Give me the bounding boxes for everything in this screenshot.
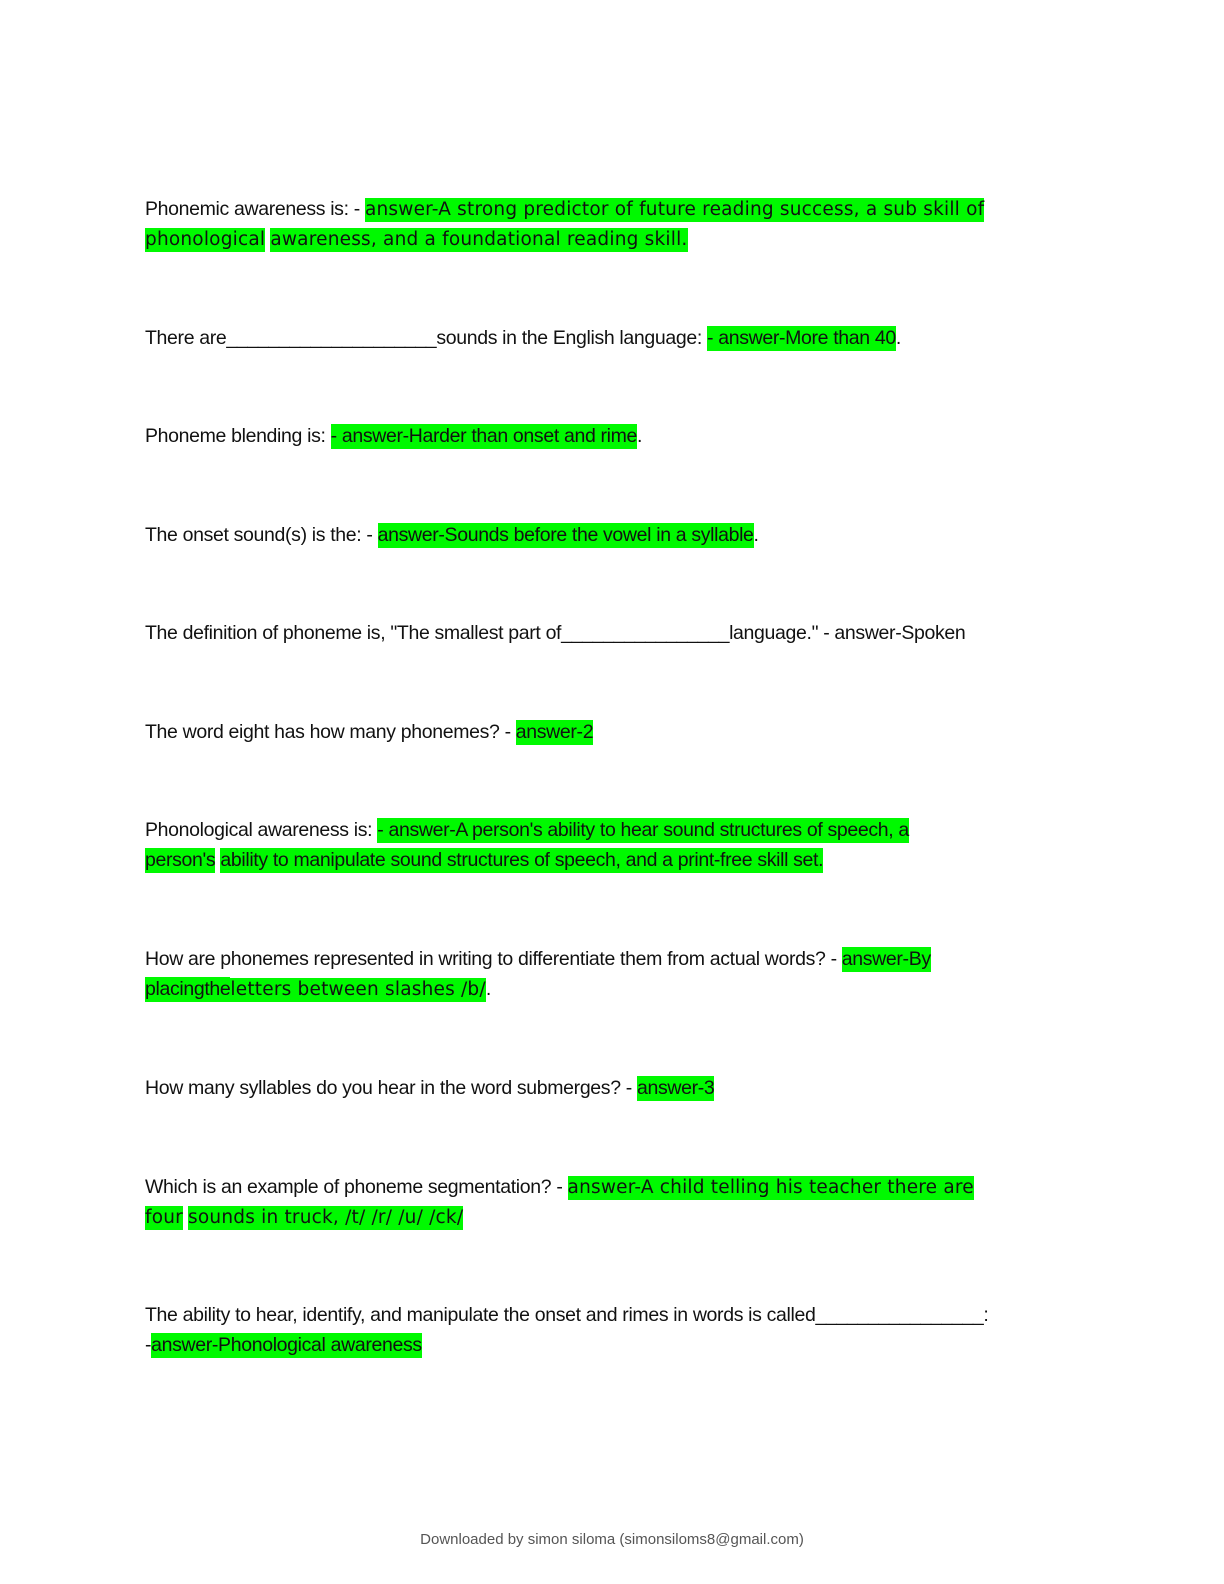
- question-text: The word eight has how many phonemes? -: [145, 721, 516, 743]
- qa-item-phoneme-blending: [145, 421, 1045, 451]
- answer-highlight: answer-A strong predictor of future reading success, a sub skill of: [364, 199, 985, 220]
- answer-highlight: answer-2: [515, 721, 594, 743]
- punctuation: .: [895, 327, 901, 349]
- fill-in-blank: ____________________: [226, 327, 437, 349]
- answer-highlight: ability to manipulate sound structures of speech, and a print-free skill set.: [220, 849, 824, 871]
- question-text: How are phonemes represented in writing to differentiate them from actual words? -: [145, 948, 842, 970]
- question-text: The ability to hear, identify, and manipulate the onset and rimes in words is called: [145, 1304, 816, 1326]
- answer-highlight: phonological: [145, 229, 266, 250]
- punctuation: .: [637, 425, 643, 447]
- answer-highlight: person's: [145, 849, 216, 871]
- answer-highlight: sounds in truck, /t/ /r/ /u/ /ck/: [188, 1207, 464, 1228]
- fill-in-blank: ________________: [815, 1304, 984, 1326]
- question-text: language." - answer-Spoken: [729, 622, 966, 644]
- dash-prefix: -: [145, 1334, 152, 1356]
- qa-item-phoneme-definition: [145, 618, 1045, 648]
- question-text: Which is an example of phoneme segmentation? -: [145, 1176, 568, 1198]
- punctuation: .: [485, 978, 491, 1000]
- qa-item-phonological-awareness: [145, 815, 1045, 875]
- answer-highlight: answer-Phonological awareness: [151, 1334, 422, 1356]
- question-text: sounds in the English language:: [436, 327, 707, 349]
- answer-highlight: answer-3: [636, 1077, 715, 1099]
- qa-item-onset-sound: [145, 520, 1045, 550]
- answer-highlight: placingthe: [145, 978, 231, 1000]
- answer-highlight: - answer-More than 40: [707, 327, 896, 349]
- qa-item-phonemic-awareness: [145, 194, 1045, 254]
- qa-item-eight-phonemes: [145, 717, 1045, 747]
- question-text: Phonemic awareness is: -: [145, 198, 365, 220]
- qa-item-phoneme-representation: [145, 944, 1045, 1004]
- fill-in-blank: ________________: [561, 622, 730, 644]
- question-text: Phoneme blending is:: [145, 425, 331, 447]
- answer-highlight: four: [145, 1207, 183, 1228]
- answer-highlight: awareness, and a foundational reading skill.: [270, 229, 688, 250]
- answer-highlight: answer-By: [841, 948, 931, 970]
- question-text: How many syllables do you hear in the word submerges? -: [145, 1077, 637, 1099]
- answer-highlight: - answer-Harder than onset and rime: [330, 425, 638, 447]
- qa-item-phoneme-segmentation: [145, 1172, 1045, 1232]
- punctuation: .: [753, 524, 759, 546]
- answer-highlight: answer-A child telling his teacher there are: [567, 1177, 974, 1198]
- question-text: The definition of phoneme is, "The smallest part of: [145, 622, 562, 644]
- qa-item-syllables-submerges: [145, 1073, 1045, 1103]
- question-text: The onset sound(s) is the: -: [145, 524, 378, 546]
- download-footer: Downloaded by simon siloma (simonsiloms8@gmail.com): [420, 1531, 804, 1548]
- answer-highlight: letters between slashes /b/: [230, 979, 486, 1000]
- qa-item-onset-rime-ability: [145, 1300, 1045, 1360]
- answer-highlight: answer-Sounds before the vowel in a syllable: [377, 524, 754, 546]
- punctuation: :: [983, 1304, 989, 1326]
- question-text: There are: [145, 327, 227, 349]
- qa-item-english-sounds: [145, 323, 1045, 353]
- answer-highlight: - answer-A person's ability to hear sound structures of speech, a: [377, 819, 909, 841]
- question-text: Phonological awareness is:: [145, 819, 378, 841]
